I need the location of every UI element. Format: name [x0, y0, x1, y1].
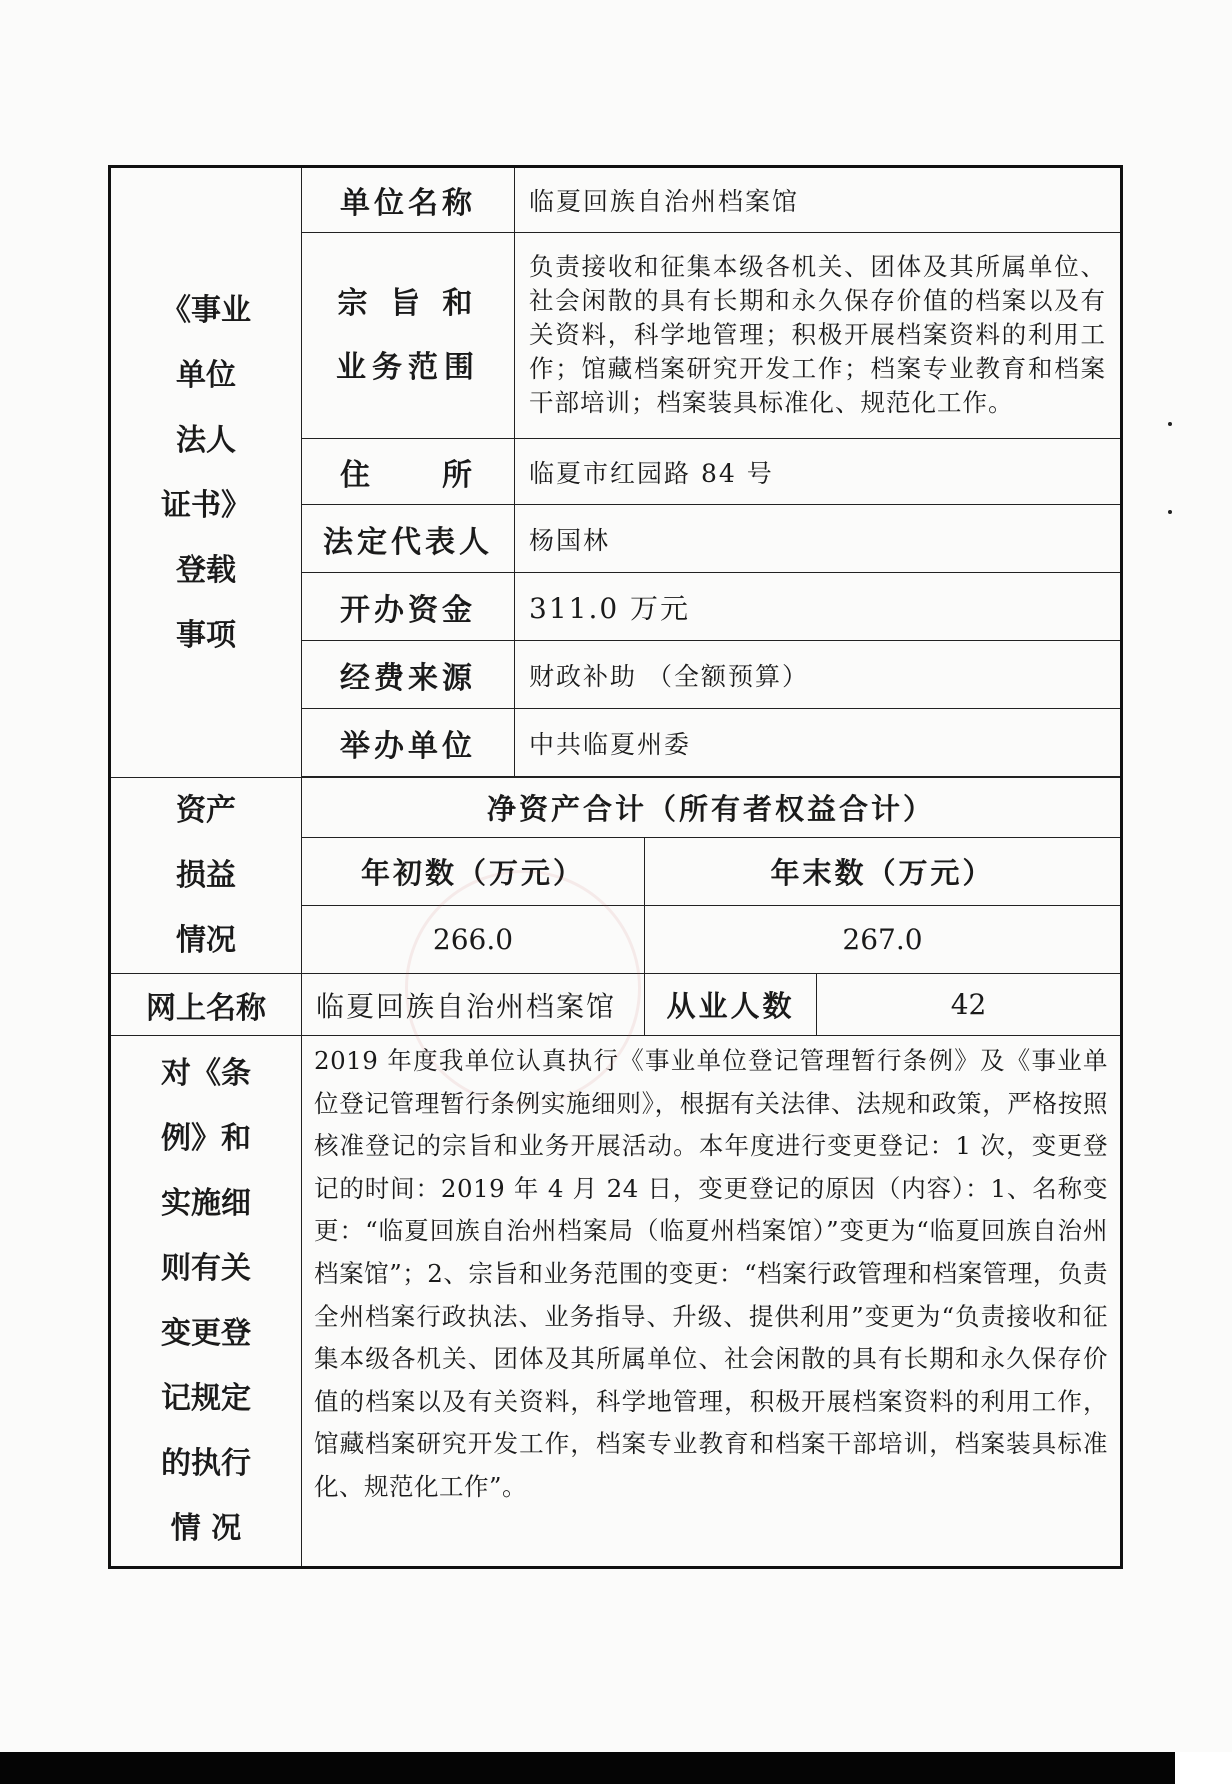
- scope-label-line: 宗 旨 和: [337, 285, 479, 321]
- registration-label-line: 《事业: [161, 292, 251, 328]
- assets-label-line: 情况: [176, 923, 236, 958]
- end-year-value: 267.0: [645, 905, 1122, 973]
- unit-name-value: 临夏回族自治州档案馆: [515, 167, 1122, 233]
- staff-count-value: 42: [817, 974, 1122, 1036]
- registration-label-line: 事项: [176, 617, 236, 653]
- annual-report-form: [108, 165, 1123, 1569]
- staff-count-label: 从业人数: [645, 974, 817, 1036]
- sponsor-value: 中共临夏州委: [515, 709, 1122, 777]
- address-value: 临夏市红园路 84 号: [515, 439, 1122, 505]
- execution-label-line: 则有关: [161, 1251, 251, 1286]
- registration-label-line: 证书》: [161, 487, 251, 523]
- begin-year-label: 年初数（万元）: [302, 837, 645, 905]
- execution-label-line: 情 况: [170, 1511, 242, 1546]
- execution-label-line: 例》和: [161, 1121, 251, 1156]
- registration-label-line: 登载: [176, 552, 236, 588]
- scope-label: [302, 233, 515, 439]
- legal-rep-label: 法定代表人: [302, 505, 515, 573]
- registration-label-line: 法人: [176, 422, 236, 458]
- begin-year-value: 266.0: [302, 905, 645, 973]
- assets-label-line: 资产: [176, 793, 236, 828]
- scope-label-line: 业务范围: [336, 349, 480, 385]
- execution-label-line: 的执行: [161, 1446, 251, 1481]
- scan-speck: [1168, 510, 1172, 514]
- funding-source-value: 财政补助 （全额预算）: [515, 641, 1122, 709]
- online-name-label: 网上名称: [110, 974, 302, 1036]
- legal-rep-value: 杨国林: [515, 505, 1122, 573]
- row-online-name: [110, 974, 1122, 1036]
- execution-label-line: 变更登: [161, 1316, 251, 1351]
- net-assets-header: 净资产合计（所有者权益合计）: [302, 778, 1122, 838]
- assets-label-line: 损益: [176, 858, 236, 893]
- unit-name-label: 单位名称: [302, 167, 515, 233]
- execution-label-line: 记规定: [161, 1381, 251, 1416]
- scope-value: 负责接收和征集本级各机关、团体及其所属单位、社会闲散的具有长期和永久保存价值的档案以及有关资料，科学地管理；积极开展档案资料的利用工作；馆藏档案研究开发工作；档案专业教育和档案干部培训；档案装具标准化、规范化工作。: [515, 233, 1122, 439]
- funds-label: 开办资金: [302, 573, 515, 641]
- execution-label-line: 对《条: [161, 1056, 251, 1091]
- funding-source-label: 经费来源: [302, 641, 515, 709]
- row-unit-name: [110, 167, 1122, 233]
- row-execution: [110, 1036, 1122, 1568]
- assets-section-label: [110, 778, 302, 974]
- execution-label-line: 实施细: [161, 1186, 251, 1221]
- scan-speck: [1168, 422, 1172, 426]
- row-assets-header: [110, 778, 1122, 838]
- registration-label-line: 单位: [176, 357, 236, 393]
- address-label: 住 所: [302, 439, 515, 505]
- execution-text: 2019 年度我单位认真执行《事业单位登记管理暂行条例》及《事业单位登记管理暂行条例实施细则》，根据有关法律、法规和政策，严格按照核准登记的宗旨和业务开展活动。本年度进行变更登记：1 次，变更登记的时间：2019 年 4 月 24 日，变更登记的原因（内容）：1、名称变更：“临夏回族自治州档案局（临夏州档案馆）”变更为“临夏回族自治州档案馆”；2、宗旨和业务范围的变更：“档案行政管理和档案管理，负责全州档案行政执法、业务指导、升级、提供利用”变更为“负责接收和征集本级各机关、团体及其所属单位、社会闲散的具有长期和永久保存价值的档案以及有关资料，科学地管理，积极开展档案资料的利用工作，馆藏档案研究开发工作，档案专业教育和档案干部培训，档案装具标准化、规范化工作”。: [302, 1036, 1122, 1568]
- end-year-label: 年末数（万元）: [645, 837, 1122, 905]
- scan-corner: [1175, 1752, 1232, 1784]
- registration-section-label: [110, 167, 302, 778]
- online-name-value: 临夏回族自治州档案馆: [302, 974, 645, 1036]
- scan-bottom-edge: [0, 1752, 1175, 1784]
- funds-value: 311.0 万元: [515, 573, 1122, 641]
- sponsor-label: 举办单位: [302, 709, 515, 777]
- execution-label: [110, 1036, 302, 1568]
